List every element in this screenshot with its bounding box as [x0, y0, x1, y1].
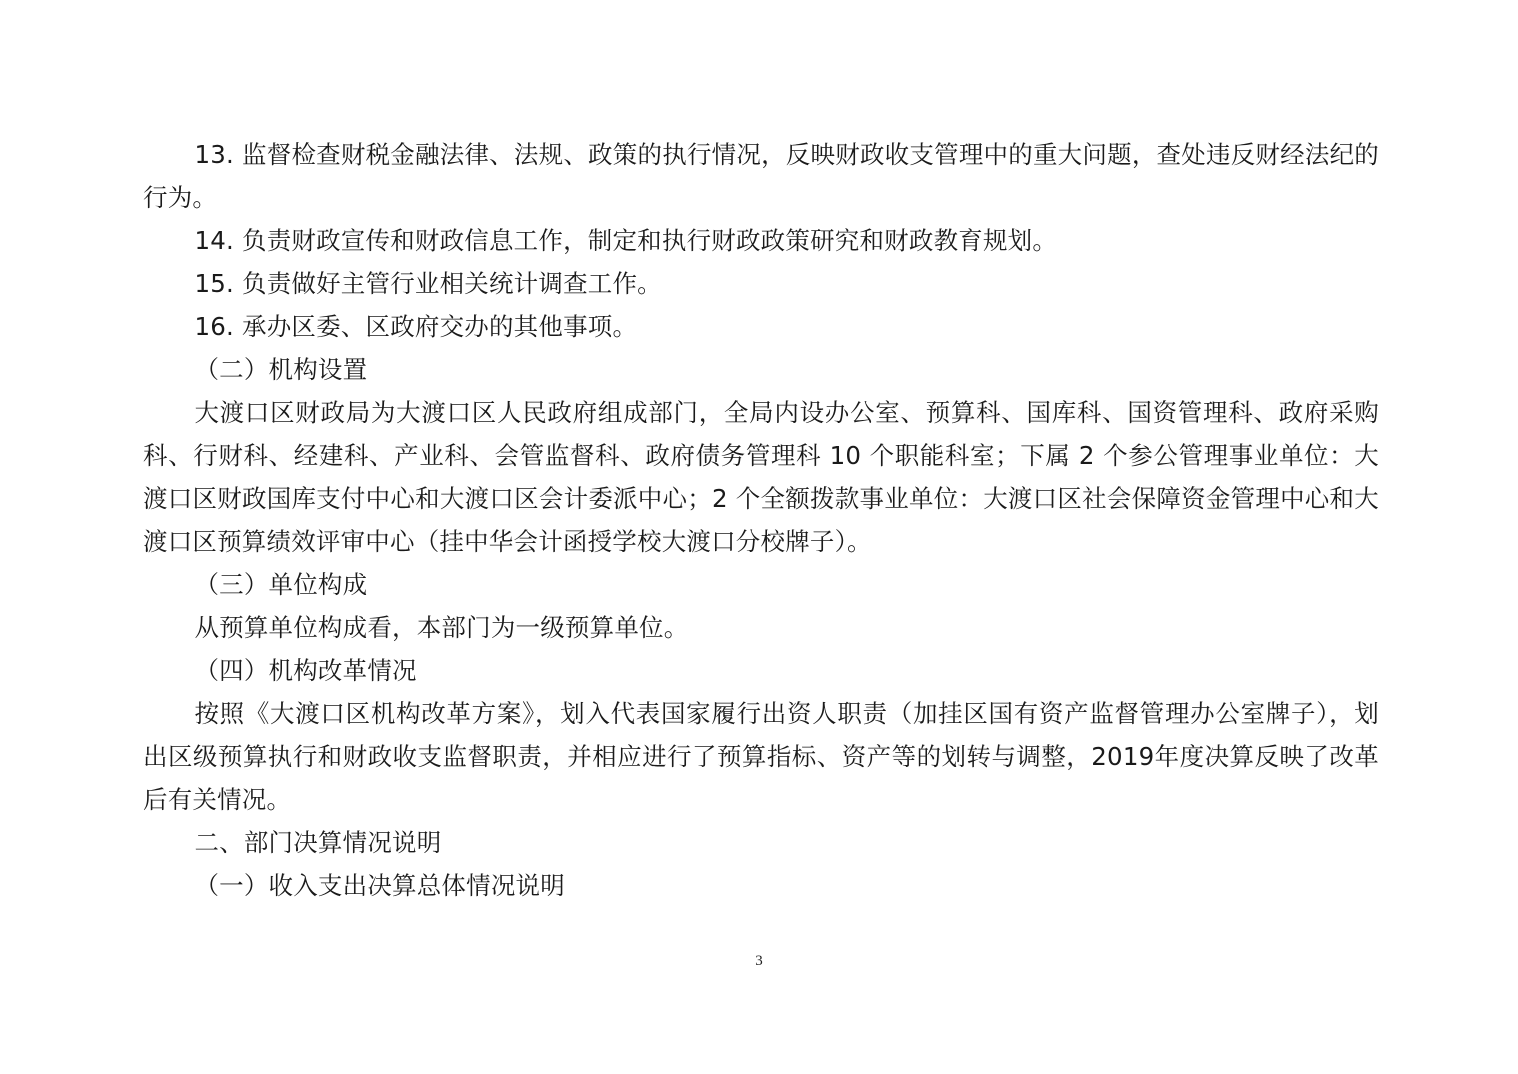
- chapter-heading-final-accounts: 二、部门决算情况说明: [194, 828, 442, 857]
- paragraph-item-14: 14. 负责财政宣传和财政信息工作，制定和执行财政政策研究和财政教育规划。: [194, 226, 1058, 255]
- paragraph-item-15: 15. 负责做好主管行业相关统计调查工作。: [194, 269, 662, 298]
- page-number: 3: [755, 953, 763, 969]
- paragraph-item-13: 13. 监督检查财税金融法律、法规、政策的执行情况，反映财政收支管理中的重大问题，查处违反财经法纪的行为。: [143, 140, 1379, 212]
- section-heading-org-setup: （二）机构设置: [194, 355, 368, 384]
- section-heading-unit-composition: （三）单位构成: [194, 570, 368, 599]
- paragraph-unit-composition: 从预算单位构成看，本部门为一级预算单位。: [194, 613, 689, 642]
- section-heading-reform: （四）机构改革情况: [194, 656, 417, 685]
- document-body: [143, 133, 1379, 907]
- paragraph-item-16: 16. 承办区委、区政府交办的其他事项。: [194, 312, 638, 341]
- section-heading-income-expense: （一）收入支出决算总体情况说明: [194, 871, 565, 900]
- paragraph-org-setup: 大渡口区财政局为大渡口区人民政府组成部门，全局内设办公室、预算科、国库科、国资管理科、政府采购科、行财科、经建科、产业科、会管监督科、政府债务管理科 10 个职能科室；下属 2 个参公管理事业单位：大渡口区财政国库支付中心和大渡口区会计委派中心；2 个全额拨款事业单位：大渡口区社会保障资金管理中心和大渡口区预算绩效评审中心（挂中华会计函授学校大渡口分校牌子）。: [143, 398, 1379, 556]
- paragraph-reform: 按照《大渡口区机构改革方案》，划入代表国家履行出资人职责（加挂区国有资产监督管理办公室牌子），划出区级预算执行和财政收支监督职责，并相应进行了预算指标、资产等的划转与调整，2019年度决算反映了改革后有关情况。: [143, 699, 1379, 814]
